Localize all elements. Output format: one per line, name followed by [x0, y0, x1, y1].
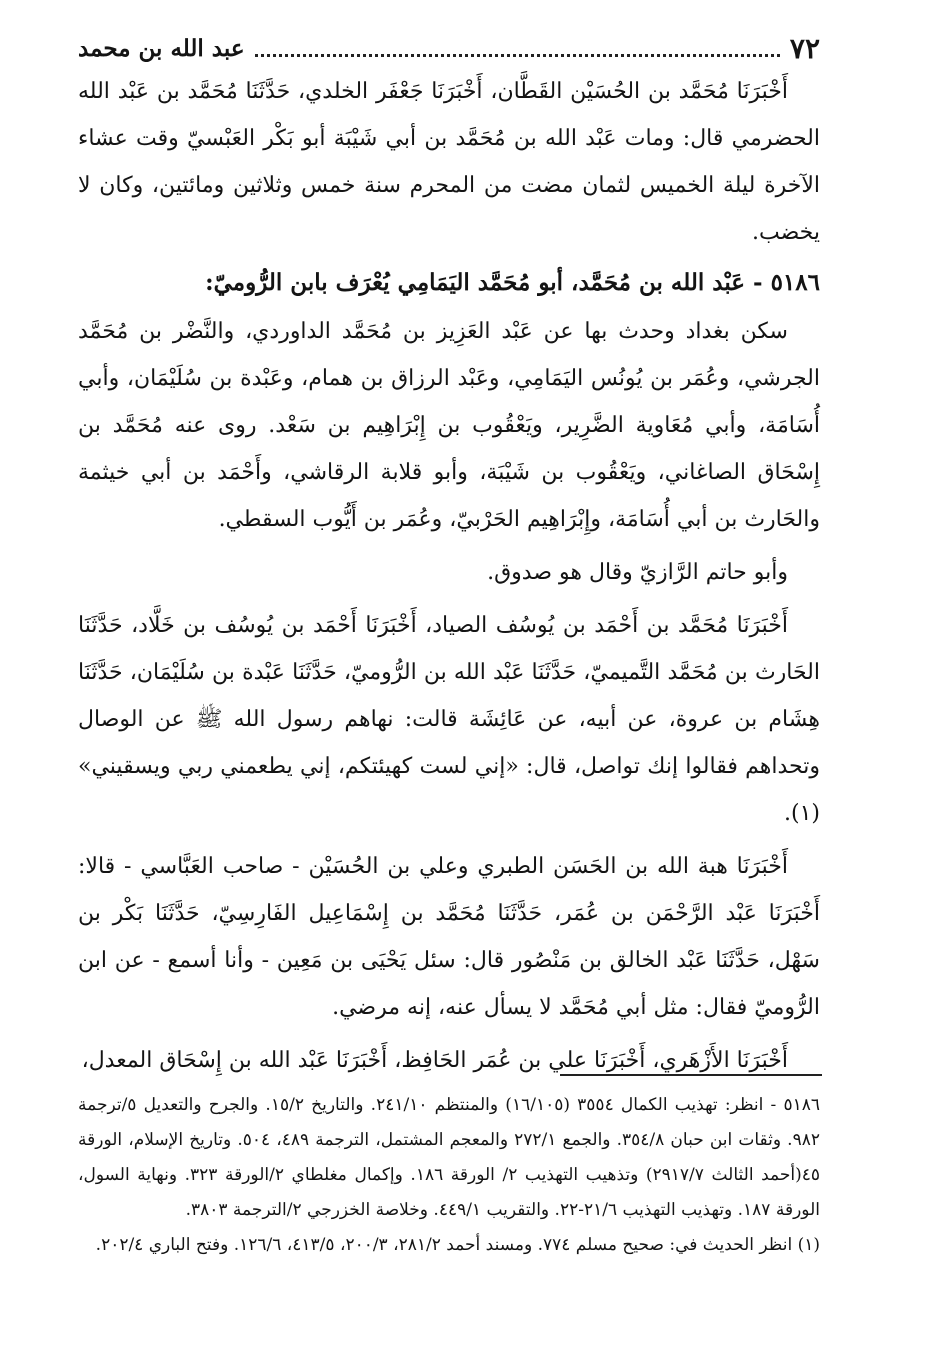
paragraph-biography: سكن بغداد وحدث بها عن عَبْد العَزِيز بن مُحَمَّد الداوردي، والنَّضْر بن مُحَمَّد الجرشي، وعُمَر بن يُونُس اليَمَامِي، وعَبْد الرزاق بن همام، وعَبْدة بن سُلَيْمَان، وأبي أُسَامَة، وأبي مُعَاوية الضَّرِير، ويَعْقُوب بن إِبْرَاهِيم بن سَعْد. روى عنه مُحَمَّد بن إِسْحَاق الصاغاني، ويَعْقُوب بن شَيْبَة، وأبو قلابة الرقاشي، وأَحْمَد بن أبي خيثمة والحَارث بن أبي أُسَامَة، وإِبْرَاهِيم الحَرْبيّ، وعُمَر بن أَيُّوب السقطي.: [78, 319, 820, 532]
main-text: [78, 68, 820, 1084]
header-dot-leader: [255, 54, 780, 57]
paragraph-isnad-2: أَخْبَرَنَا الأَزْهَري، أَخْبَرَنَا علي بن عُمَر الحَافِظ، أَخْبَرَنَا عَبْد الله بن إِسْحَاق المعدل،: [81, 1048, 788, 1073]
footnote-entry-5186: ٥١٨٦ - انظر: تهذيب الكمال ٣٥٥٤ (١٦/١٠٥) والمنتظم ٢٤١/١٠. والتاريخ ١٥/٢. والجرح والتعديل ٥/ترجمة ٩٨٢. وثقات ابن حبان ٣٥٤/٨. والجمع ٢٧٢/١ والمعجم المشتمل، الترجمة ٤٨٩، ٥٠٤. وتاريخ الإسلام، الورقة ٤٥(أحمد الثالث ٢٩١٧/٧) وتذهيب التهذيب ٢/ الورقة ١٨٦. وإكمال مغلطاي ٢/الورقة ٣٢٣. ونهاية السول، الورقة ١٨٧. وتهذيب التهذيب ٢١/٦-٢٢. والتقريب ٤٤٩/١. وخلاصة الخزرجي ٢/الترجمة ٣٨٠٣.: [78, 1095, 820, 1220]
footnotes: [78, 1088, 820, 1263]
page-number: ٧٢: [789, 32, 820, 65]
paragraph-hadith: أَخْبَرَنَا مُحَمَّد بن أَحْمَد بن يُوسُف الصياد، أَخْبَرَنَا أَحْمَد بن يُوسُف بن خَلَّاد، حَدَّثَنَا الحَارث بن مُحَمَّد التَّميميّ، حَدَّثَنَا عَبْد الله بن الرُّوميّ، حَدَّثَنَا عَبْدة بن سُلَيْمَان، حَدَّثَنَا هِشَام بن عروة، عن أبيه، عن عَائِشَة قالت: نهاهم رسول الله ﷺ عن الوصال وتحداهم فقالوا إنك تواصل، قال: «إني لست كهيئتكم، إني يطعمني ربي ويسقيني» (١).: [78, 613, 820, 826]
footnote-1: (١) انظر الحديث في: صحيح مسلم ٧٧٤. ومسند أحمد ٢٨١/٢، ٢٠٠/٣، ٤١٣/٥، ١٢٦/٦. وفتح الباري ٢٠٢/٤.: [95, 1235, 820, 1255]
paragraph-abu-hatim: وأبو حاتم الرَّازيّ وقال هو صدوق.: [487, 560, 788, 585]
entry-heading: ٥١٨٦ - عَبْد الله بن مُحَمَّد، أبو مُحَمَّد اليَمَامِي يُعْرَف بابن الرُّوميّ:: [205, 269, 820, 296]
page-header: [78, 30, 820, 66]
paragraph-yahya-ibn-main: أَخْبَرَنَا هبة الله بن الحَسَن الطبري وعلي بن الحُسَيْن - صاحب العَبَّاسي - قالا: أَخْبَرَنَا عَبْد الرَّحْمَن بن عُمَر، حَدَّثَنَا مُحَمَّد بن إِسْمَاعِيل الفَارِسِيّ، حَدَّثَنَا بَكْر بن سَهْل، حَدَّثَنَا عَبْد الخالق بن مَنْصُور قال: سئل يَحْيَى بن مَعِين - وأنا أسمع - عن ابن الرُّوميّ فقال: مثل أبي مُحَمَّد لا يسأل عنه، إنه مرضي.: [78, 854, 820, 1020]
running-title: عبد الله بن محمد: [78, 35, 245, 62]
footnote-separator: [560, 1074, 822, 1076]
paragraph-isnad-1: أَخْبَرَنَا مُحَمَّد بن الحُسَيْن القَطَّان، أَخْبَرَنَا جَعْفَر الخلدي، حَدَّثَنَا مُحَمَّد بن عَبْد الله الحضرمي قال: ومات عَبْد الله بن مُحَمَّد بن أبي شَيْبَة أبو بَكْر العَبْسيّ وقت عشاء الآخرة ليلة الخميس لثمان مضت من المحرم سنة خمس وثلاثين ومائتين، وكان لا يخضب.: [78, 79, 820, 245]
book-page: [78, 30, 820, 1084]
